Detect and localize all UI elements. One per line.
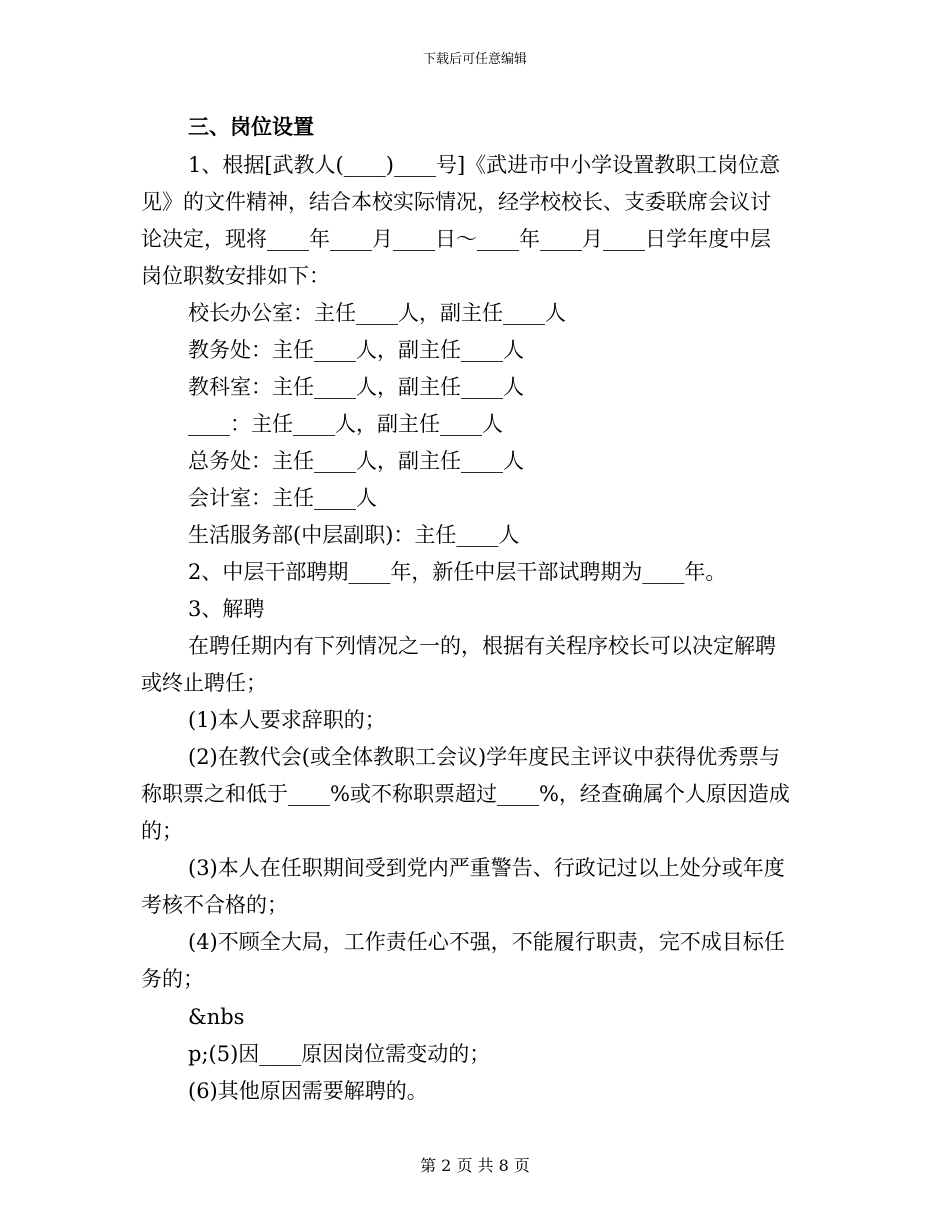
list-item: (1)本人要求辞职的；	[188, 708, 386, 732]
list-item-continuation: 务的；	[141, 967, 204, 991]
list-item: (4)不顾全大局，工作责任心不强，不能履行职责，完不成目标任	[188, 930, 785, 954]
paragraph-line: 在聘任期内有下列情况之一的，根据有关程序校长可以决定解聘	[188, 634, 776, 658]
post-line: 总务处：主任____人，副主任____人	[188, 449, 524, 473]
list-item: (6)其他原因需要解聘的。	[188, 1079, 428, 1103]
list-item: (2)在教代会(或全体教职工会议)学年度民主评议中获得优秀票与	[188, 745, 781, 769]
list-item: &nbs	[188, 1005, 245, 1029]
paragraph-line: 见》的文件精神，结合本校实际情况，经学校校长、支委联席会议讨	[141, 190, 771, 214]
post-line: 教务处：主任____人，副主任____人	[188, 338, 524, 362]
paragraph-line: 或终止聘任；	[141, 671, 267, 695]
paragraph-line: 2、中层干部聘期____年，新任中层干部试聘期为____年。	[188, 560, 727, 584]
list-item: (3)本人在任职期间受到党内严重警告、行政记过以上处分或年度	[188, 856, 785, 880]
list-item-continuation: p;(5)因____原因岗位需变动的；	[188, 1042, 491, 1066]
paragraph-line: 3、解聘	[188, 597, 265, 621]
list-item-continuation: 考核不合格的；	[141, 893, 288, 917]
page-number: 第 2 页 共 8 页	[420, 1156, 530, 1175]
post-line: 校长办公室：主任____人，副主任____人	[188, 301, 566, 325]
paragraph-line: 论决定，现将____年____月____日～____年____月____日学年度中层	[141, 227, 771, 251]
post-line: 教科室：主任____人，副主任____人	[188, 375, 524, 399]
paragraph-line: 岗位职数安排如下：	[141, 264, 330, 288]
page-header: 下载后可任意编辑	[422, 52, 527, 67]
section-heading: 三、岗位设置	[188, 114, 314, 139]
list-item-continuation: 称职票之和低于____%或不称职票超过____%，经查确属个人原因造成	[141, 782, 790, 806]
paragraph-line: 1、根据[武教人(____)____号]《武进市中小学设置教职工岗位意	[188, 153, 781, 177]
list-item-continuation: 的；	[141, 819, 183, 843]
post-line: 生活服务部(中层副职)：主任____人	[188, 523, 520, 547]
post-line: ____：主任____人，副主任____人	[188, 412, 503, 436]
post-line: 会计室：主任____人	[188, 486, 377, 510]
